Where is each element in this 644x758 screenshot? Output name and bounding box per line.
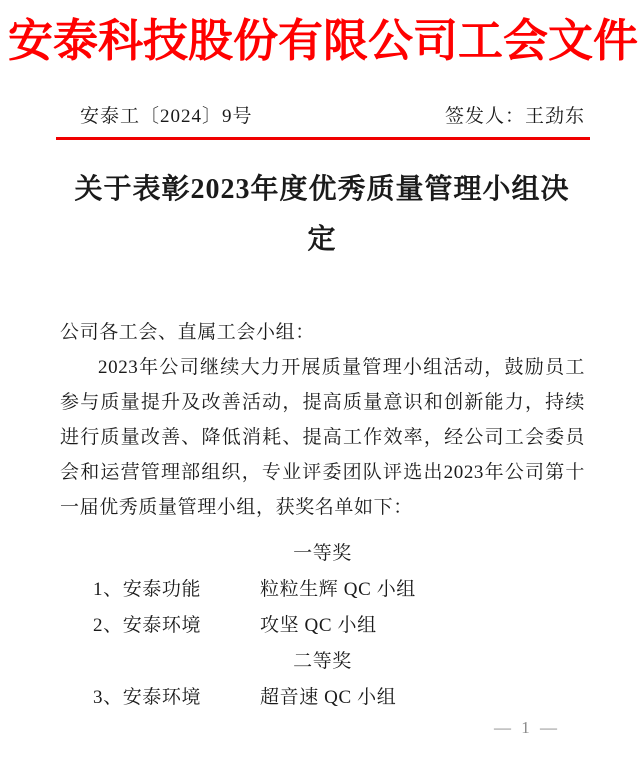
award-unit-label: 1、安泰功能 [93, 578, 202, 600]
salutation: 公司各工会、直属工会小组： [60, 321, 315, 343]
award-row [60, 680, 585, 716]
award-row [60, 608, 585, 644]
first-prize-heading: 一等奖 [293, 542, 352, 564]
award-row [60, 572, 585, 608]
doc-number-row [0, 106, 644, 128]
doc-number: 安泰工〔2024〕9号 [80, 105, 253, 127]
award-group-name: 超音速 QC 小组 [260, 686, 397, 708]
letterhead-org-title: 安泰科技股份有限公司工会文件 [8, 16, 639, 66]
award-unit-label: 3、安泰环境 [93, 686, 202, 708]
issuer-label: 签发人： [444, 105, 525, 127]
body-paragraph: 2023年公司继续大力开展质量管理小组活动，鼓励员工参与质量提升及改善活动，提高质量意识和创新能力，持续进行质量改善、降低消耗、提高工作效率，经公司工会委员会和运营管理部组织，专业评委团队评选出2023年公司第十一届优秀质量管理小组，获奖名单如下： [60, 356, 585, 518]
issuer [445, 106, 585, 128]
document-title-line-2: 定 [307, 223, 337, 255]
award-group-name: 粒粒生辉 QC 小组 [260, 578, 416, 600]
page-number: — 1 — [494, 717, 560, 737]
red-divider-line [56, 137, 590, 140]
issuer-name: 王劲东 [524, 105, 585, 127]
document-page [0, 16, 644, 758]
document-body [0, 315, 644, 716]
award-unit-label: 2、安泰环境 [93, 614, 202, 636]
awards-list [60, 536, 585, 716]
second-prize-heading: 二等奖 [293, 650, 352, 672]
document-title-line-1: 关于表彰2023年度优秀质量管理小组决 [74, 173, 570, 205]
document-title [0, 165, 644, 265]
award-group-name: 攻坚 QC 小组 [260, 614, 377, 636]
